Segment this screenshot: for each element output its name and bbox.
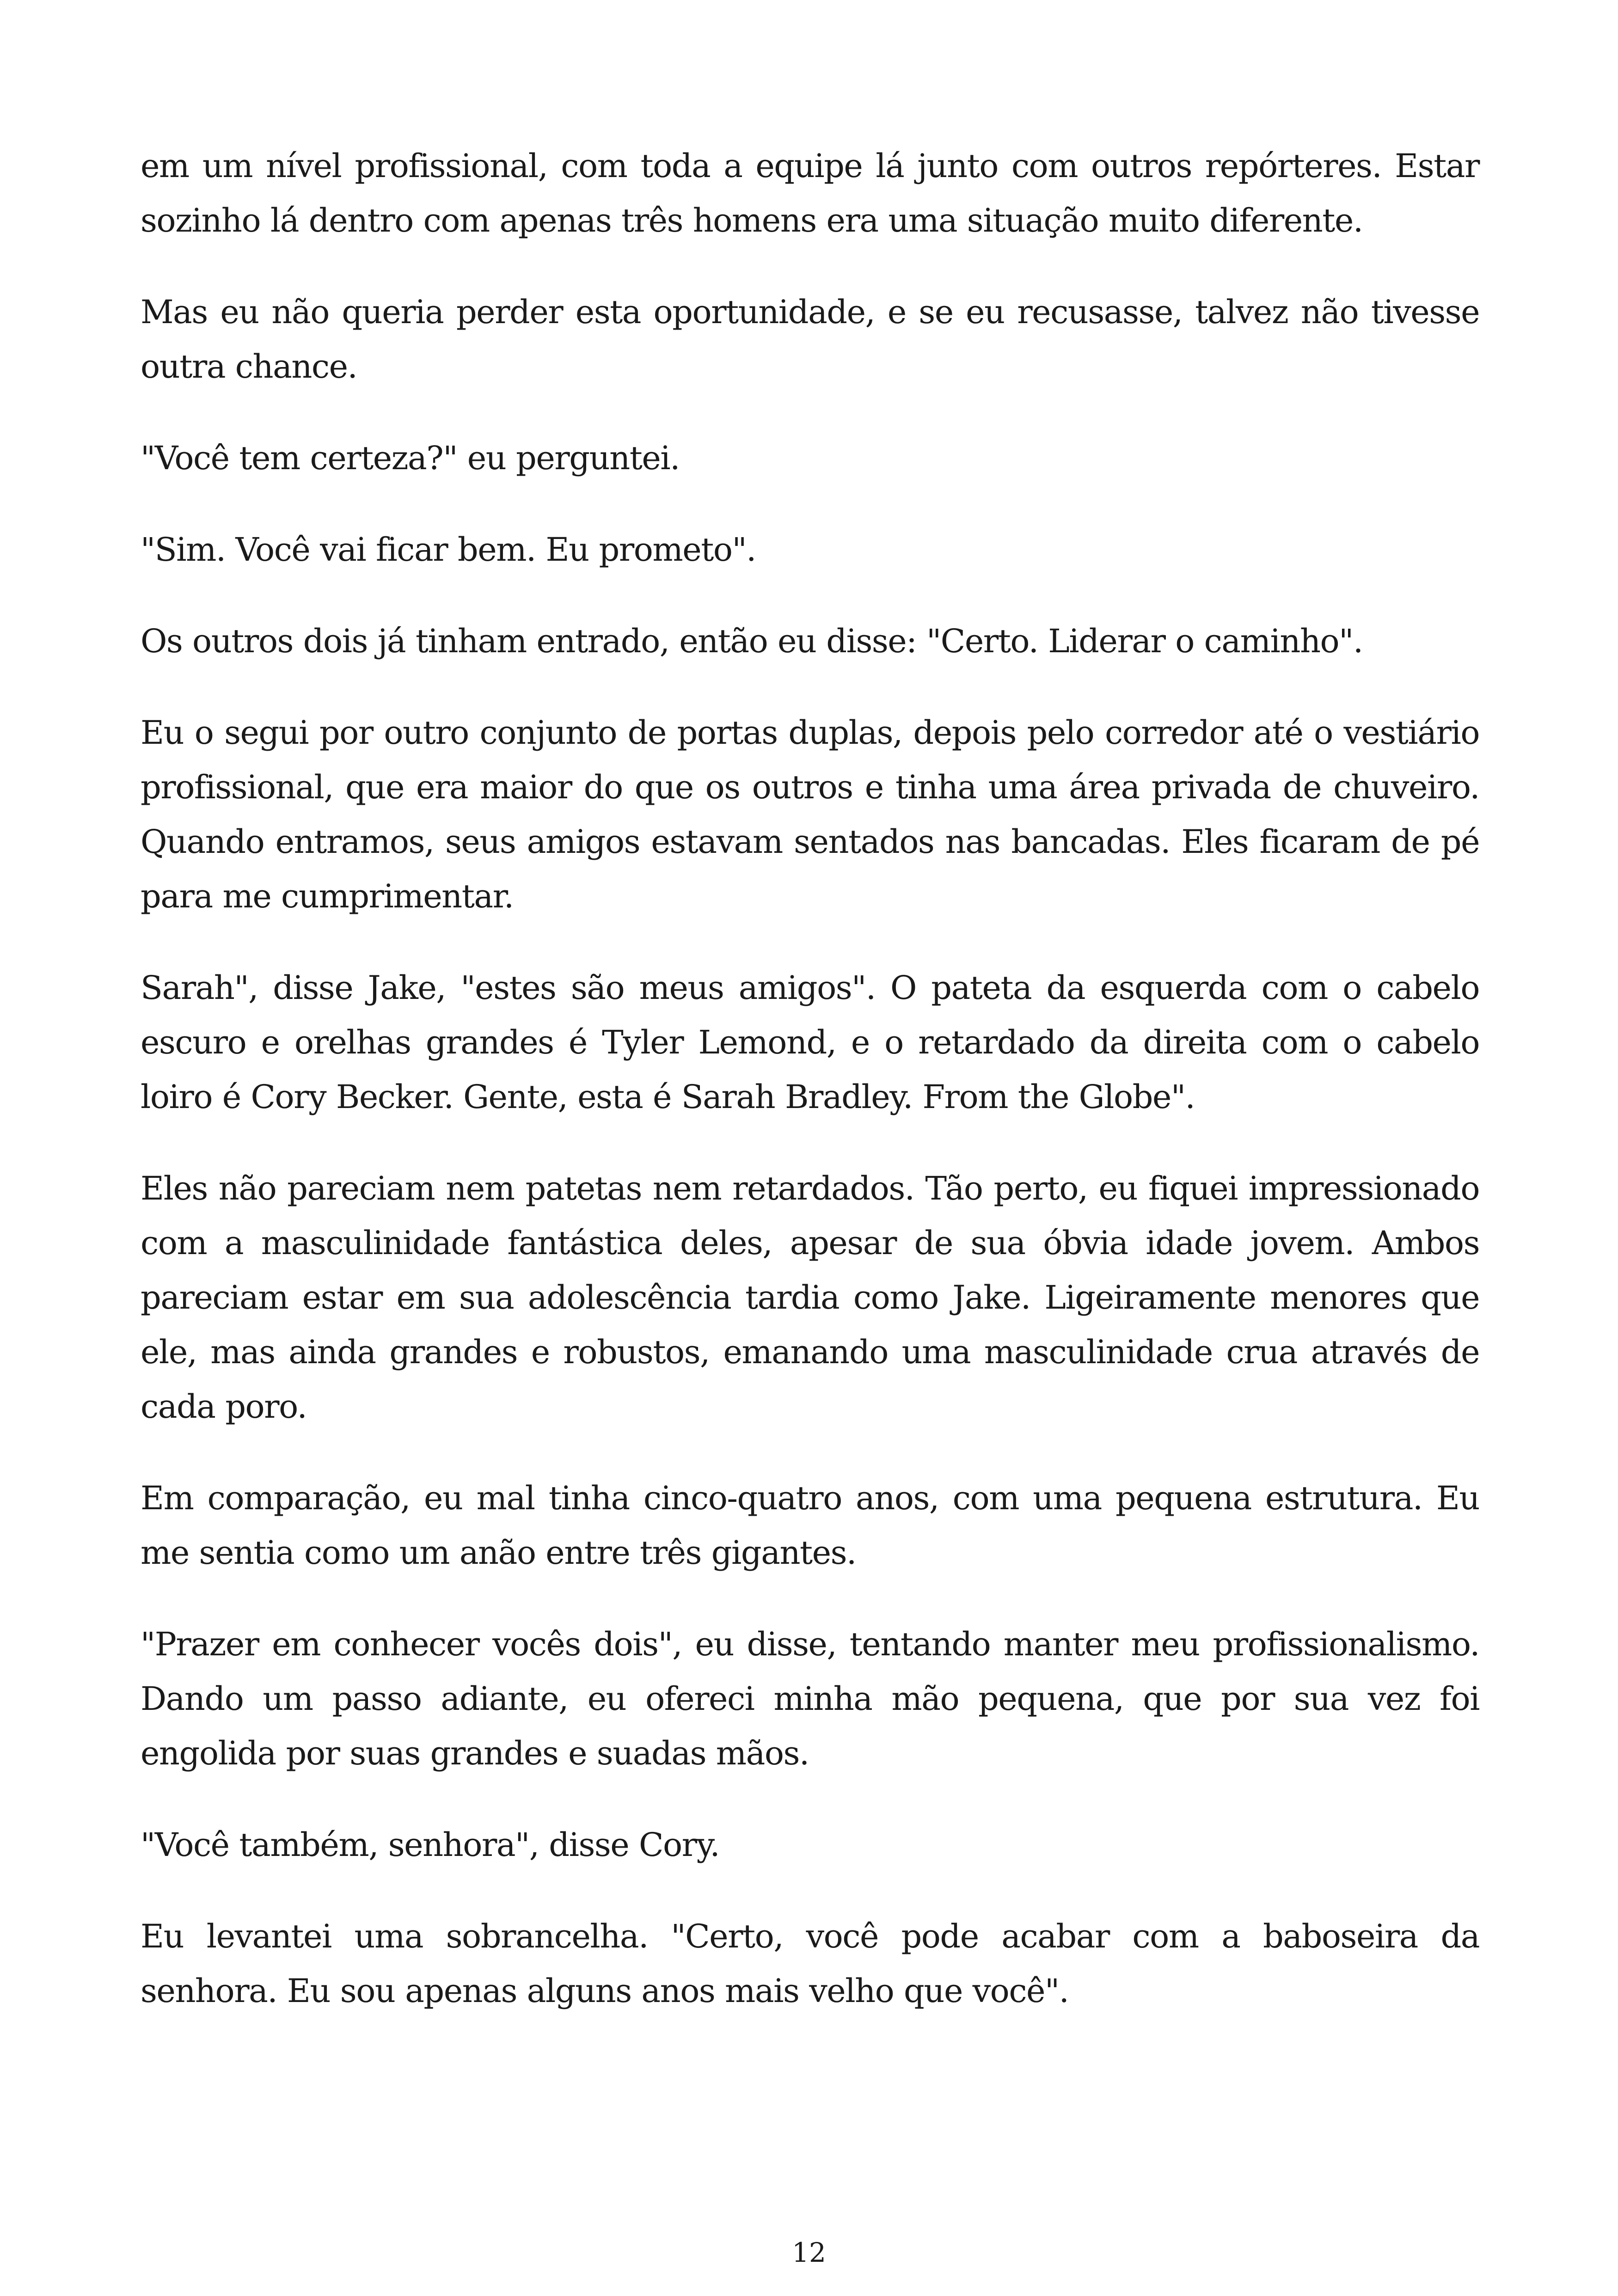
document-body bbox=[141, 139, 1479, 2055]
paragraph-6: Eu o segui por outro conjunto de portas duplas, depois pelo corredor até o vestiário profissional, que era maior do que os outros e tinha uma área privada de chuveiro. Quando entramos, seus amigos estavam sentados nas bancadas. Eles ficaram de pé para me cumprimentar. bbox=[141, 714, 1479, 915]
paragraph-5: Os outros dois já tinham entrado, então eu disse: "Certo. Liderar o caminho". bbox=[141, 622, 1363, 660]
paragraph-1: em um nível profissional, com toda a equipe lá junto com outros repórteres. Estar sozinho lá dentro com apenas três homens era uma situação muito diferente. bbox=[141, 147, 1479, 239]
paragraph-2: Mas eu não queria perder esta oportunidade, e se eu recusasse, talvez não tivesse outra chance. bbox=[141, 293, 1479, 386]
paragraph-4: "Sim. Você vai ficar bem. Eu prometo". bbox=[141, 531, 756, 569]
paragraph-10: "Prazer em conhecer vocês dois", eu disse, tentando manter meu profissionalismo. Dando um passo adiante, eu ofereci minha mão pequena, que por sua vez foi engolida por suas grandes e suadas mãos. bbox=[141, 1625, 1479, 1772]
paragraph-3: "Você tem certeza?" eu perguntei. bbox=[141, 439, 680, 477]
paragraph-12: Eu levantei uma sobrancelha. "Certo, você pode acabar com a baboseira da senhora. Eu sou apenas alguns anos mais velho que você". bbox=[141, 1917, 1479, 2010]
paragraph-9: Em comparação, eu mal tinha cinco-quatro anos, com uma pequena estrutura. Eu me sentia como um anão entre três gigantes. bbox=[141, 1479, 1479, 1572]
paragraph-7: Sarah", disse Jake, "estes são meus amigos". O pateta da esquerda com o cabelo escuro e orelhas grandes é Tyler Lemond, e o retardado da direita com o cabelo loiro é Cory Becker. Gente, esta é Sarah Bradley. From the Globe". bbox=[141, 969, 1479, 1116]
paragraph-8: Eles não pareciam nem patetas nem retardados. Tão perto, eu fiquei impressionado com a masculinidade fantástica deles, apesar de sua óbvia idade jovem. Ambos pareciam estar em sua adolescência tardia como Jake. Ligeiramente menores que ele, mas ainda grandes e robustos, emanando uma masculinidade crua através de cada poro. bbox=[141, 1169, 1479, 1426]
page-number: 12 bbox=[792, 2237, 826, 2268]
paragraph-11: "Você também, senhora", disse Cory. bbox=[141, 1826, 720, 1864]
